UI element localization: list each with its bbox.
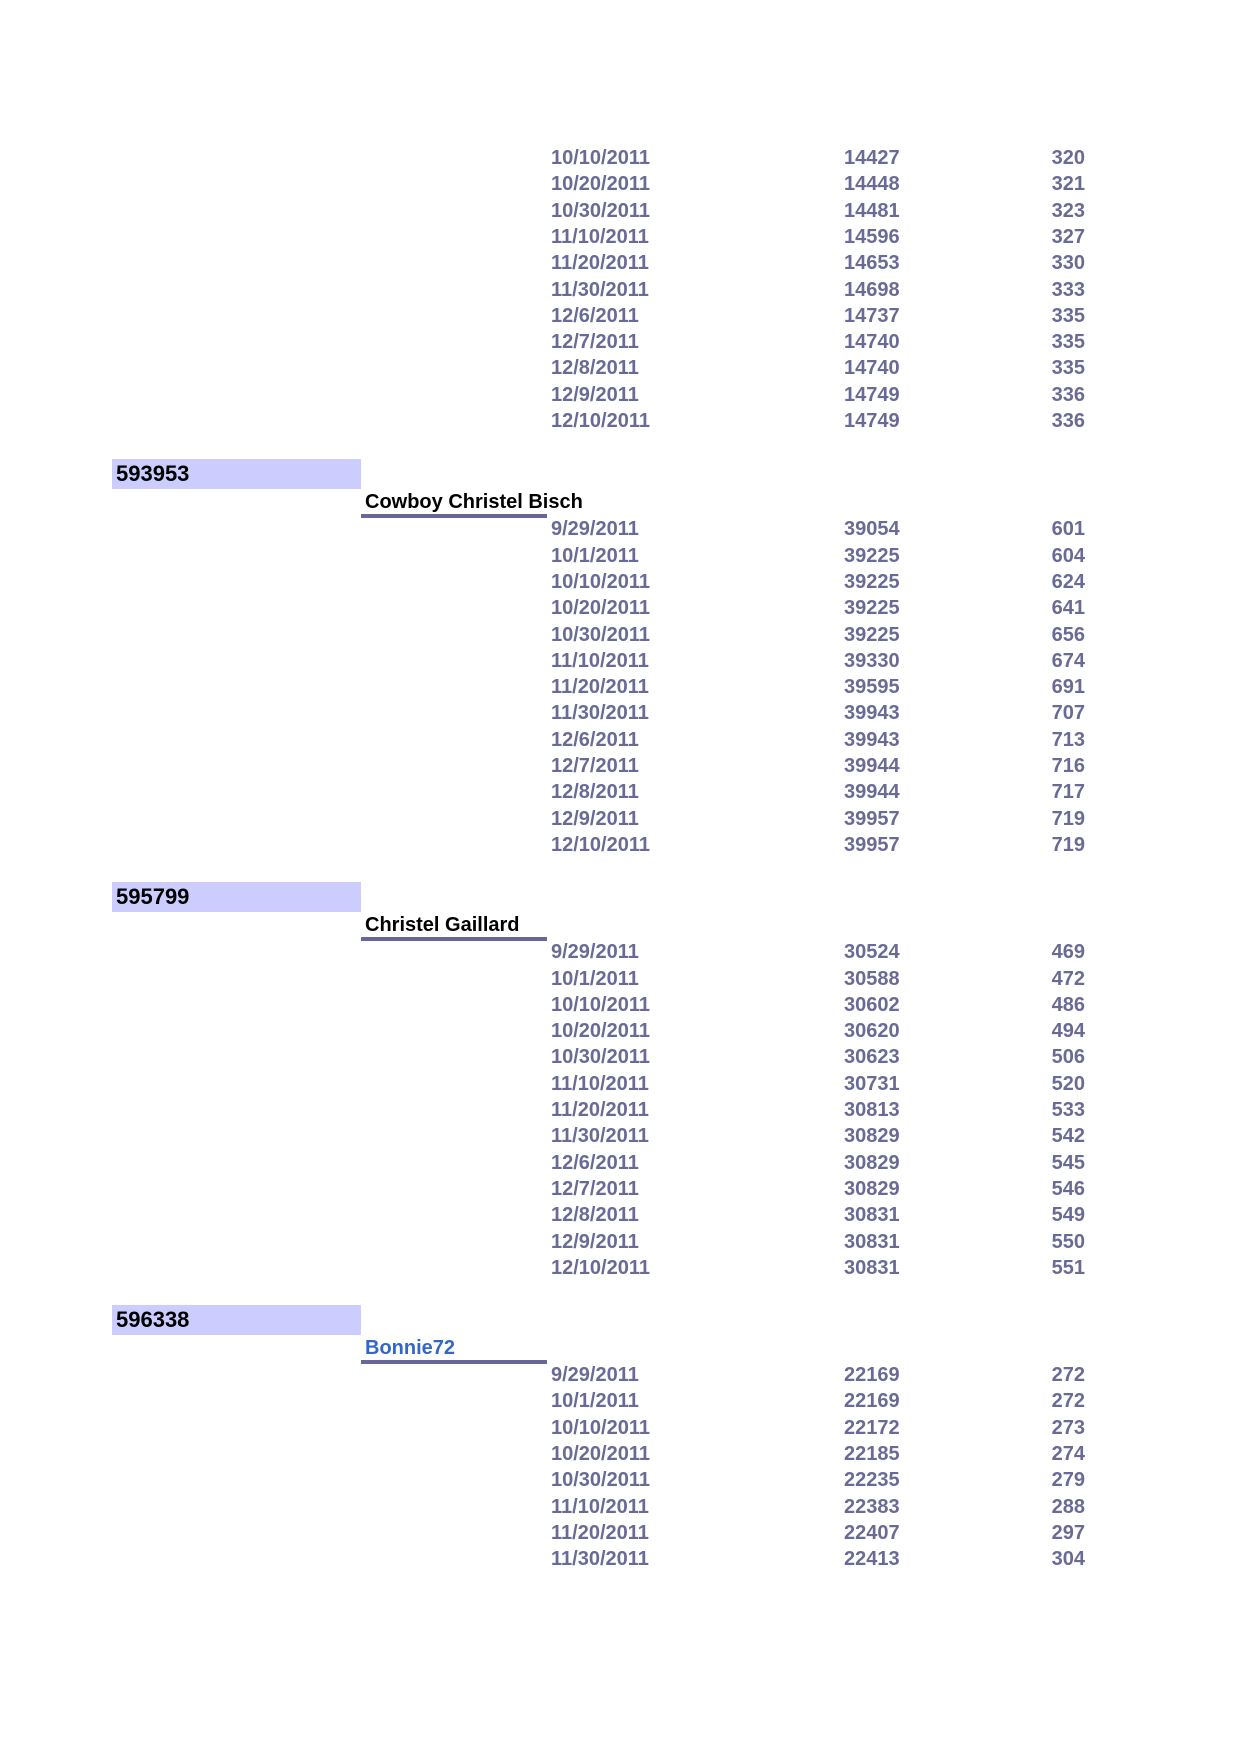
row-date: 11/20/2011 xyxy=(551,252,649,275)
row-total: 14749 xyxy=(844,410,900,432)
row-date: 10/1/2011 xyxy=(551,1390,639,1413)
row-date: 10/10/2011 xyxy=(551,147,650,169)
record-id: 596338 xyxy=(116,1307,190,1333)
row-date: 12/6/2011 xyxy=(551,1151,639,1174)
row-total: 39595 xyxy=(844,676,900,699)
record-id-cell xyxy=(112,1305,361,1335)
row-total: 14698 xyxy=(844,278,900,301)
record-id: 595799 xyxy=(116,884,190,910)
table-row xyxy=(0,1441,1241,1467)
row-value: 717 xyxy=(1051,781,1085,804)
row-total: 30831 xyxy=(844,1230,900,1253)
table-row xyxy=(0,674,1241,700)
table-row xyxy=(0,408,1241,434)
record-name: Cowboy Christel Bisch xyxy=(365,491,583,514)
row-value: 327 xyxy=(1051,225,1085,248)
row-value: 272 xyxy=(1051,1364,1085,1387)
table-row xyxy=(0,569,1241,595)
table-row xyxy=(0,1044,1241,1070)
row-total: 39054 xyxy=(844,518,900,541)
row-value: 323 xyxy=(1051,199,1085,222)
row-date: 12/6/2011 xyxy=(551,304,639,327)
table-row xyxy=(0,1202,1241,1228)
table-row xyxy=(0,1176,1241,1202)
row-value: 336 xyxy=(1051,383,1085,406)
row-value: 719 xyxy=(1051,833,1085,856)
row-date: 10/20/2011 xyxy=(551,1443,650,1465)
row-total: 39944 xyxy=(844,755,900,777)
table-row xyxy=(0,1255,1241,1281)
row-date: 11/10/2011 xyxy=(551,649,649,672)
table-row xyxy=(0,753,1241,779)
row-date: 12/10/2011 xyxy=(551,410,650,432)
row-value: 545 xyxy=(1051,1151,1085,1174)
row-value: 472 xyxy=(1051,967,1085,990)
row-date: 11/10/2011 xyxy=(551,1072,649,1095)
row-total: 30829 xyxy=(844,1151,900,1174)
row-date: 12/10/2011 xyxy=(551,1256,650,1279)
row-total: 22383 xyxy=(844,1495,900,1518)
row-value: 656 xyxy=(1051,623,1085,646)
row-total: 39225 xyxy=(844,623,900,646)
table-row xyxy=(0,171,1241,197)
row-total: 39943 xyxy=(844,702,900,725)
row-value: 486 xyxy=(1051,993,1085,1016)
table-row xyxy=(0,700,1241,726)
table-row xyxy=(0,145,1241,171)
table-row xyxy=(0,966,1241,992)
row-total: 22172 xyxy=(844,1416,900,1439)
row-total: 14653 xyxy=(844,252,900,275)
row-value: 533 xyxy=(1051,1099,1085,1121)
table-row xyxy=(0,806,1241,832)
table-row xyxy=(0,355,1241,381)
row-date: 12/7/2011 xyxy=(551,331,639,354)
row-total: 14427 xyxy=(844,147,900,169)
row-value: 469 xyxy=(1051,941,1085,964)
row-total: 22235 xyxy=(844,1469,900,1492)
row-total: 39957 xyxy=(844,833,900,856)
row-total: 39225 xyxy=(844,570,900,593)
row-value: 333 xyxy=(1051,278,1085,301)
row-date: 10/20/2011 xyxy=(551,1020,650,1043)
table-row xyxy=(0,277,1241,303)
row-value: 624 xyxy=(1051,570,1085,593)
row-total: 39957 xyxy=(844,807,900,830)
table-row xyxy=(0,1362,1241,1388)
row-value: 641 xyxy=(1051,597,1085,620)
row-value: 719 xyxy=(1051,807,1085,830)
table-row xyxy=(0,329,1241,355)
row-date: 12/9/2011 xyxy=(551,1230,639,1253)
row-value: 297 xyxy=(1051,1521,1085,1544)
table-row xyxy=(0,543,1241,569)
row-total: 39330 xyxy=(844,649,900,672)
row-total: 30813 xyxy=(844,1099,900,1121)
row-value: 335 xyxy=(1051,357,1085,380)
row-total: 30524 xyxy=(844,941,900,964)
row-value: 279 xyxy=(1051,1469,1085,1492)
row-value: 506 xyxy=(1051,1046,1085,1069)
row-value: 274 xyxy=(1051,1443,1085,1465)
row-date: 10/10/2011 xyxy=(551,1416,650,1439)
row-date: 11/30/2011 xyxy=(551,1548,649,1571)
record-name: Christel Gaillard xyxy=(365,914,520,937)
table-row xyxy=(0,1229,1241,1255)
row-total: 22169 xyxy=(844,1364,900,1387)
row-total: 14740 xyxy=(844,331,900,354)
row-value: 716 xyxy=(1051,755,1085,777)
table-row xyxy=(0,939,1241,965)
row-total: 30831 xyxy=(844,1204,900,1227)
record-id: 593953 xyxy=(116,461,190,487)
row-date: 10/10/2011 xyxy=(551,570,650,593)
row-total: 30588 xyxy=(844,967,900,990)
row-date: 12/9/2011 xyxy=(551,383,639,406)
row-date: 10/30/2011 xyxy=(551,1469,650,1492)
row-value: 494 xyxy=(1051,1020,1085,1043)
row-value: 549 xyxy=(1051,1204,1085,1227)
table-row xyxy=(0,1071,1241,1097)
row-total: 22169 xyxy=(844,1390,900,1413)
table-row xyxy=(0,1494,1241,1520)
row-date: 10/30/2011 xyxy=(551,623,650,646)
row-value: 330 xyxy=(1051,252,1085,275)
table-row xyxy=(0,1415,1241,1441)
row-date: 12/8/2011 xyxy=(551,781,639,804)
row-value: 550 xyxy=(1051,1230,1085,1253)
table-row xyxy=(0,1388,1241,1414)
row-date: 11/20/2011 xyxy=(551,676,649,699)
row-total: 14740 xyxy=(844,357,900,380)
table-row xyxy=(0,224,1241,250)
row-date: 12/9/2011 xyxy=(551,807,639,830)
row-value: 335 xyxy=(1051,304,1085,327)
table-row xyxy=(0,1123,1241,1149)
table-row xyxy=(0,595,1241,621)
row-value: 674 xyxy=(1051,649,1085,672)
table-row xyxy=(0,1467,1241,1493)
row-date: 12/6/2011 xyxy=(551,728,639,751)
row-date: 12/10/2011 xyxy=(551,833,650,856)
table-row xyxy=(0,832,1241,858)
row-value: 691 xyxy=(1051,676,1085,699)
row-value: 288 xyxy=(1051,1495,1085,1518)
row-value: 601 xyxy=(1051,518,1085,541)
row-date: 11/30/2011 xyxy=(551,702,649,725)
row-total: 30620 xyxy=(844,1020,900,1043)
row-date: 12/8/2011 xyxy=(551,1204,639,1227)
table-row xyxy=(0,992,1241,1018)
table-row xyxy=(0,1546,1241,1572)
table-row xyxy=(0,382,1241,408)
table-row xyxy=(0,1150,1241,1176)
row-value: 272 xyxy=(1051,1390,1085,1413)
table-row xyxy=(0,303,1241,329)
row-value: 273 xyxy=(1051,1416,1085,1439)
row-total: 30602 xyxy=(844,993,900,1016)
row-date: 11/20/2011 xyxy=(551,1099,649,1121)
row-total: 39943 xyxy=(844,728,900,751)
row-total: 14737 xyxy=(844,304,900,327)
row-total: 22407 xyxy=(844,1521,900,1544)
row-date: 10/1/2011 xyxy=(551,544,639,567)
row-total: 14481 xyxy=(844,199,900,222)
table-row xyxy=(0,250,1241,276)
row-date: 9/29/2011 xyxy=(551,941,639,964)
row-total: 39225 xyxy=(844,597,900,620)
row-value: 713 xyxy=(1051,728,1085,751)
row-date: 11/30/2011 xyxy=(551,278,649,301)
row-date: 9/29/2011 xyxy=(551,518,639,541)
row-value: 520 xyxy=(1051,1072,1085,1095)
row-date: 12/7/2011 xyxy=(551,755,639,777)
record-id-cell xyxy=(112,882,361,912)
table-row xyxy=(0,779,1241,805)
row-date: 10/20/2011 xyxy=(551,597,650,620)
row-total: 14596 xyxy=(844,225,900,248)
row-value: 604 xyxy=(1051,544,1085,567)
record-name[interactable]: Bonnie72 xyxy=(365,1337,456,1360)
row-value: 335 xyxy=(1051,331,1085,354)
row-value: 546 xyxy=(1051,1177,1085,1200)
row-date: 11/20/2011 xyxy=(551,1521,649,1544)
row-total: 14448 xyxy=(844,173,900,196)
row-date: 11/10/2011 xyxy=(551,225,649,248)
row-value: 336 xyxy=(1051,410,1085,432)
table-row xyxy=(0,516,1241,542)
table-row xyxy=(0,648,1241,674)
table-row xyxy=(0,1097,1241,1123)
row-total: 30623 xyxy=(844,1046,900,1069)
row-value: 707 xyxy=(1051,702,1085,725)
row-value: 304 xyxy=(1051,1548,1085,1571)
row-date: 9/29/2011 xyxy=(551,1364,639,1387)
row-date: 10/30/2011 xyxy=(551,199,650,222)
row-date: 10/1/2011 xyxy=(551,967,639,990)
table-row xyxy=(0,1018,1241,1044)
row-date: 11/10/2011 xyxy=(551,1495,649,1518)
row-date: 12/8/2011 xyxy=(551,357,639,380)
row-total: 14749 xyxy=(844,383,900,406)
table-row xyxy=(0,622,1241,648)
row-value: 542 xyxy=(1051,1125,1085,1148)
row-date: 10/10/2011 xyxy=(551,993,650,1016)
row-date: 10/30/2011 xyxy=(551,1046,650,1069)
row-total: 22185 xyxy=(844,1443,900,1465)
row-date: 10/20/2011 xyxy=(551,173,650,196)
row-value: 320 xyxy=(1051,147,1085,169)
record-id-cell xyxy=(112,459,361,489)
row-total: 30831 xyxy=(844,1256,900,1279)
row-total: 22413 xyxy=(844,1548,900,1571)
row-total: 30731 xyxy=(844,1072,900,1095)
row-value: 321 xyxy=(1051,173,1085,196)
row-total: 39944 xyxy=(844,781,900,804)
row-total: 30829 xyxy=(844,1125,900,1148)
row-total: 39225 xyxy=(844,544,900,567)
row-date: 11/30/2011 xyxy=(551,1125,649,1148)
table-row xyxy=(0,198,1241,224)
table-row xyxy=(0,1520,1241,1546)
row-total: 30829 xyxy=(844,1177,900,1200)
row-value: 551 xyxy=(1051,1256,1085,1279)
row-date: 12/7/2011 xyxy=(551,1177,639,1200)
table-row xyxy=(0,727,1241,753)
